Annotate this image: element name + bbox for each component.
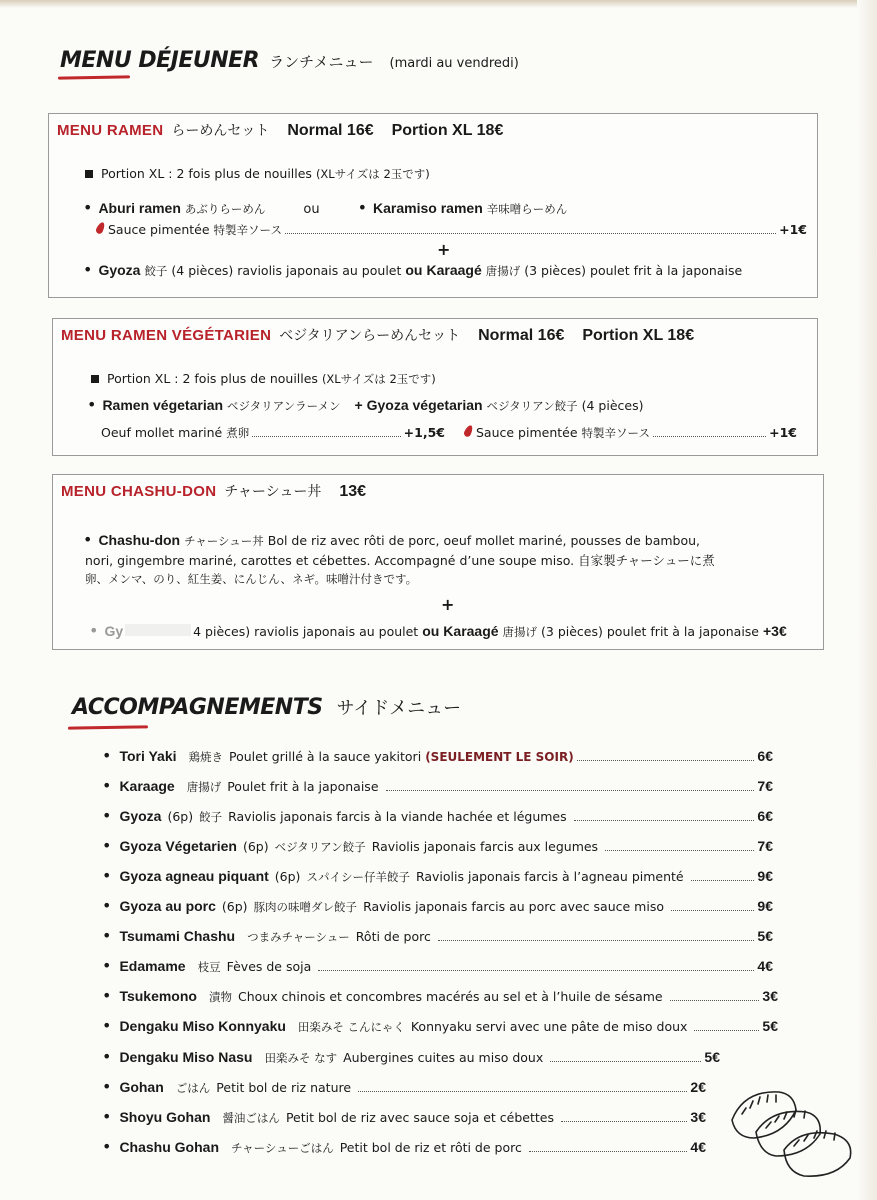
bullet-icon: • [102,1016,112,1035]
bullet-icon: • [102,896,112,915]
sides-title-jp: サイドメニュー [336,698,462,719]
ramen-xl-note: Portion XL : 2 fois plus de nouilles (XLサイズは 2玉です) [85,166,430,182]
side-item [102,928,773,945]
bullet-icon: • [102,956,112,975]
side-item-jp: 醤油ごはん [222,1111,280,1125]
ramen-sauce-line: Sauce pimentée 特製辛ソース +1€ [97,222,807,238]
bullet-icon: • [102,776,112,795]
side-item-price: 9€ [757,868,773,884]
ramen-plus: + [437,240,451,259]
bullet-icon: • [83,198,93,217]
side-item-desc: Raviolis japonais farcis à l’agneau pimenté [415,869,684,884]
sides-title-row [72,694,461,720]
menu-title-jp: ランチメニュー [269,53,374,71]
faded-area [125,624,191,636]
bullet-icon: • [102,836,112,855]
side-item-jp: 田楽みそ なす [264,1051,338,1065]
page-right-edge [857,0,877,1200]
menu-ramen-title: MENU RAMEN [57,122,164,139]
side-item [102,838,773,855]
bullet-icon: • [102,1107,112,1126]
side-item [102,1018,778,1035]
side-item-pieces: (6p) [274,869,301,884]
side-item-jp: スパイシー仔羊餃子 [306,870,410,884]
leader-dots [550,1061,701,1062]
side-item [102,748,773,765]
side-item-price: 5€ [757,928,773,944]
menu-ramen-box [48,113,818,298]
side-item-price: 7€ [757,778,773,794]
leader-dots [671,910,754,911]
side-item-price: 3€ [762,988,778,1004]
menu-veg-xl-price: Portion XL 18€ [582,327,695,344]
side-item-jp: 鶏焼き [188,750,224,764]
menu-chashu-title-jp: チャーシュー丼 [224,484,322,500]
veg-egg-line: Oeuf mollet mariné 煮卵 +1,5€ [101,425,445,440]
square-bullet-icon [91,375,99,383]
leader-dots [577,760,755,761]
side-item-name: Edamame [119,958,186,974]
side-item [102,868,773,885]
side-item-desc: Petit bol de riz nature [216,1080,352,1095]
bullet-icon: • [102,986,112,1005]
leader-dots [574,820,755,821]
side-item-desc: Petit bol de riz avec sauce soja et cébettes [285,1110,554,1125]
side-item-price: 7€ [757,838,773,854]
veg-items-line: • Ramen végetarian ベジタリアンラーメン + Gyoza végetarian ベジタリアン餃子 (4 pièces) [87,395,644,414]
ramen-side-line: • Gyoza 餃子 (4 pièces) raviolis japonais au poulet ou Karaagé 唐揚げ (3 pièces) poulet frit à la japonaise [83,260,743,279]
side-item-desc: Raviolis japonais farcis au porc avec sauce miso [363,899,664,914]
side-item-name: Chashu Gohan [119,1139,219,1155]
bullet-icon: • [357,198,368,217]
side-item-desc: Aubergines cuites au miso doux [343,1050,544,1065]
side-item-jp: 唐揚げ [186,780,222,794]
aburi-ramen-name: Aburi ramen [98,200,181,216]
bullet-icon: • [102,1137,112,1156]
leader-dots [694,1030,759,1031]
side-item-jp: 餃子 [199,810,223,824]
page-top-edge [0,0,877,8]
chashu-plus: + [441,595,455,614]
leader-dots [318,970,754,971]
side-item [102,1079,706,1096]
side-item-price: 6€ [757,808,773,824]
bullet-icon: • [102,1077,112,1096]
side-item-desc: Raviolis japonais farcis aux legumes [371,839,599,854]
menu-chashu-title: MENU CHASHU-DON [61,483,217,500]
chili-icon [95,221,106,235]
bullet-icon: • [89,621,99,640]
menu-ramen-title-jp: らーめんセット [171,123,270,139]
side-item-desc: Petit bol de riz et rôti de porc [339,1140,522,1155]
side-item-name: Gyoza Végetarien [119,838,237,854]
menu-veg-box [52,318,818,456]
side-item-price: 4€ [690,1139,706,1155]
menu-veg-normal-price: Normal 16€ [478,327,565,344]
leader-dots [358,1091,687,1092]
menu-chashu-price: 13€ [339,483,367,500]
side-item-name: Gyoza agneau piquant [119,868,269,884]
side-item-jp: つまみチャーシュー [247,930,350,944]
leader-dots [529,1151,688,1152]
side-item-jp: チャーシューごはん [231,1141,334,1155]
leader-dots [605,850,754,851]
side-item [102,1049,720,1066]
side-item-note: (SEULEMENT LE SOIR) [425,750,574,764]
sides-underline [68,725,148,729]
menu-days: (mardi au vendredi) [389,56,519,71]
side-item-pieces: (6p) [221,899,248,914]
bullet-icon: • [102,746,112,765]
menu-title: MENU DÉJEUNER [60,48,260,73]
side-item-jp: 枝豆 [197,960,221,974]
side-item-desc: Fèves de soja [226,959,312,974]
bullet-icon: • [102,866,112,885]
bullet-icon: • [102,806,112,825]
side-item [102,958,773,975]
side-item-name: Gyoza au porc [119,898,216,914]
side-item-price: 6€ [757,748,773,764]
menu-chashu-header [61,481,366,501]
square-bullet-icon [85,170,93,178]
side-item [102,808,773,825]
chashu-side-line: • Gy 4 pièces) raviolis japonais au poulet ou Karaagé 唐揚げ (3 pièces) poulet frit à la japonaise +3€ [89,621,787,640]
side-item-jp: ベジタリアン餃子 [274,840,366,854]
side-item [102,778,773,795]
side-item-price: 9€ [757,898,773,914]
side-item-desc: Raviolis japonais farcis à la viande hachée et légumes [228,809,567,824]
side-item-desc: Rôti de porc [355,929,431,944]
side-item [102,988,778,1005]
side-item-name: Tsumami Chashu [119,928,236,944]
bullet-icon: • [87,395,97,414]
menu-ramen-normal-price: Normal 16€ [287,122,374,139]
leader-dots [670,1000,760,1001]
side-item-price: 4€ [757,958,773,974]
menu-title-row [60,48,519,73]
veg-sauce-line: Sauce pimentée 特製辛ソース +1€ [465,425,797,441]
title-underline [58,75,130,79]
gyoza-illustration-icon [724,1080,864,1180]
side-item-desc: Poulet grillé à la sauce yakitori [229,749,422,764]
leader-dots [561,1121,687,1122]
menu-veg-title-jp: ベジタリアンらーめんセット [279,328,461,344]
side-item-name: Karaage [119,778,175,794]
side-item-price: 5€ [704,1049,720,1065]
ramen-choice-line: • Aburi ramen あぶりらーめん ou • Karamiso ramen 辛味噌らーめん [83,198,568,217]
side-item-pieces: (6p) [167,809,194,824]
side-item-jp: 田楽みそ こんにゃく [297,1020,405,1034]
bullet-icon: • [83,260,93,279]
menu-chashu-box [52,474,824,650]
side-item-price: 2€ [690,1079,706,1095]
side-item-name: Gyoza [119,808,162,824]
bullet-icon: • [102,1047,112,1066]
chashu-description: • Chashu-don チャーシュー丼 Bol de riz avec rôti de porc, oeuf mollet mariné, pousses de bambou, nori, gingembre mariné, carottes et cébettes. Accompagné d’une soupe miso. 自家製チャーシューに煮 卵、メンマ、のり、紅生姜、にんじん、ネギ。味噌汁付きです。 [83,530,715,586]
menu-veg-title: MENU RAMEN VÉGÉTARIEN [61,327,272,344]
side-item [102,1139,706,1156]
leader-dots [691,880,755,881]
side-item-desc: Poulet frit à la japonaise [227,779,379,794]
bullet-icon: • [83,530,93,549]
side-item-desc: Konnyaku servi avec une pâte de miso doux [410,1019,688,1034]
leader-dots [386,790,755,791]
side-item-name: Tori Yaki [119,748,177,764]
side-item-price: 5€ [762,1018,778,1034]
side-item-jp: 豚肉の味噌ダレ餃子 [253,900,358,914]
menu-ramen-header [57,120,503,140]
veg-xl-note: Portion XL : 2 fois plus de nouilles (XLサイズは 2玉です) [91,371,436,387]
side-item-jp: ごはん [175,1081,211,1095]
chili-icon [463,424,474,438]
menu-ramen-xl-price: Portion XL 18€ [391,122,504,139]
side-item [102,1109,706,1126]
leader-dots [438,940,755,941]
side-item-name: Tsukemono [119,988,197,1004]
side-item-name: Gohan [119,1079,164,1095]
side-item-name: Shoyu Gohan [119,1109,211,1125]
side-item-pieces: (6p) [242,839,269,854]
bullet-icon: • [102,926,112,945]
karamiso-ramen-name: Karamiso ramen [373,200,483,216]
side-item-jp: 漬物 [208,990,232,1004]
sides-title: ACCOMPAGNEMENTS [72,695,323,720]
side-item [102,898,773,915]
side-item-price: 3€ [690,1109,706,1125]
side-item-name: Dengaku Miso Konnyaku [119,1018,286,1034]
menu-veg-header [61,325,694,345]
side-item-name: Dengaku Miso Nasu [119,1049,253,1065]
side-item-desc: Choux chinois et concombres macérés au sel et à l’huile de sésame [237,989,663,1004]
